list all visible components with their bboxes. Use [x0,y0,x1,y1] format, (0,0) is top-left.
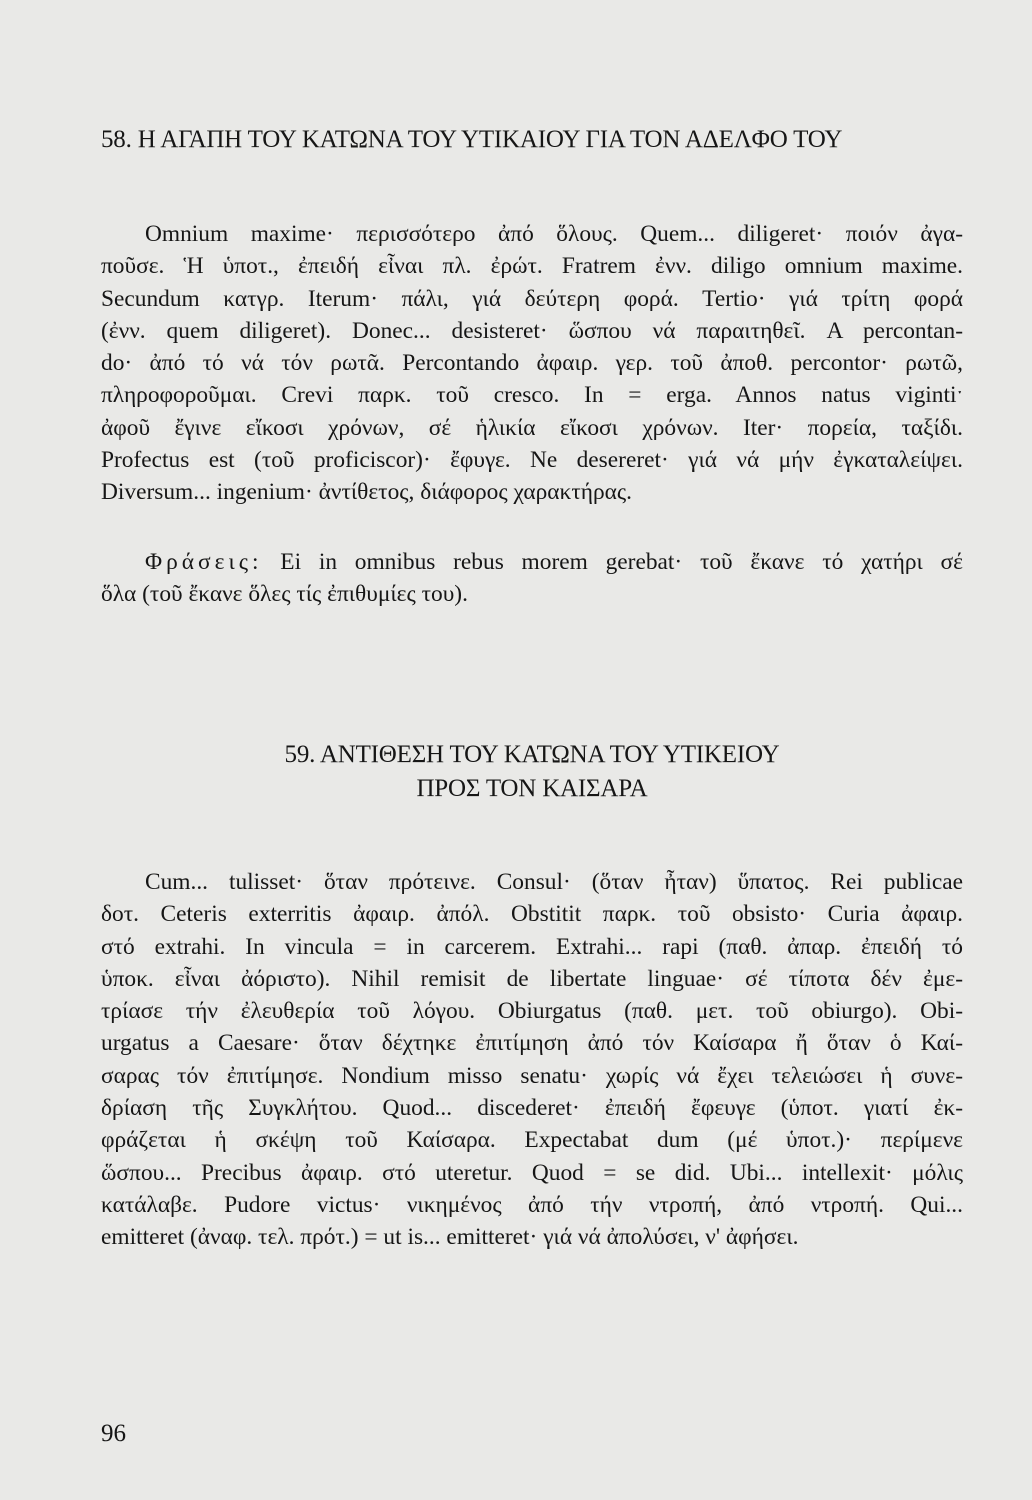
text-line: urgatus a Caesare· ὅταν δέχτηκε ἐπιτίμηση ἀπό τόν Καίσαρα ἤ ὅταν ὁ Καί- [101,1030,963,1057]
text-line: ὥσπου... Precibus ἀφαιρ. στό uteretur. Quod = se did. Ubi... intellexit· μόλις [101,1159,963,1186]
text-line: Diversum... ingenium· ἀντίθετος, διάφορος χαρακτήρας. [101,479,632,506]
text-line: ὑποκ. εἶναι ἀόριστο). Nihil remisit de libertate linguae· σέ τίποτα δέν ἐμε- [101,965,963,992]
text-line: (ἐνν. quem diligeret). Donec... desisteret· ὥσπου νά παραιτηθεῖ. A percontan- [101,317,963,344]
text-line: φράζεται ἡ σκέψη τοῦ Καίσαρα. Expectabat dum (μέ ὑποτ.)· περίμενε [101,1127,963,1154]
text-line: δρίαση τῆς Συγκλήτου. Quod... discederet· ἐπειδή ἔφευγε (ὑποτ. γιατί ἐκ- [101,1095,963,1122]
text-line: ποῦσε. Ἡ ὑποτ., ἐπειδή εἶναι πλ. ἐρώτ. Fratrem ἐνν. diligo omnium maxime. [101,253,963,280]
text-line: δοτ. Ceteris exterritis ἀφαιρ. ἀπόλ. Obstitit παρκ. τοῦ obsisto· Curia ἀφαιρ. [101,901,963,928]
text-line: Omnium maxime· περισσότερο ἀπό ὅλους. Quem... diligeret· ποιόν ἀγα- [145,221,963,247]
text-line: Profectus est (τοῦ proficiscor)· ἔφυγε. Ne desereret· γιά νά μήν ἐγκαταλείψει. [101,447,963,474]
text-line: πληροφοροῦμαι. Crevi παρκ. τοῦ cresco. In = erga. Annos natus vigintiˑ [101,382,963,409]
text-line: do· ἀπό τό νά τόν ρωτᾶ. Percontando ἀφαιρ. γερ. τοῦ ἀποθ. percontor· ρωτῶ, [101,350,963,377]
section-58-phrases [101,546,963,611]
section-59-body [101,866,963,1254]
text-line: Cum... tulisset· ὅταν πρότεινε. Consul· (ὅταν ἦταν) ὕπατος. Rei publicae [145,869,963,895]
section-58-body [101,218,963,509]
text-line: τρίασε τήν ἐλευθερία τοῦ λόγου. Obiurgatus (παθ. μετ. τοῦ obiurgo). Obi- [101,998,963,1025]
text-line: emitteret (ἀναφ. τελ. πρότ.) = ut is... emitteret· γιά νά ἀπολύσει, ν' ἀφήσει. [101,1224,799,1251]
section-59-title-line-2: ΠΡΟΣ ΤΟΝ ΚΑΙΣΑΡΑ [416,775,648,802]
phrases-label: Φράσεις: [145,549,263,575]
section-59-title-line-1: 59. ΑΝΤΙΘΕΣΗ ΤΟΥ ΚΑΤΩΝΑ ΤΟΥ ΥΤΙΚΕΙΟΥ [284,741,780,768]
text-line: κατάλαβε. Pudore victus· νικημένος ἀπό τήν ντροπή, ἀπό ντροπή. Qui... [101,1191,963,1218]
text-line: στό extrahi. In vincula = in carcerem. Extrahi... rapi (παθ. ἀπαρ. ἐπειδή τό [101,933,963,960]
phrases-text: Ei in omnibus rebus morem gerebat· τοῦ ἔκανε τό χατήρι σέ [280,549,963,575]
section-58-title: 58. Η ΑΓΑΠΗ ΤΟΥ ΚΑΤΩΝΑ ΤΟΥ ΥΤΙΚΑΙΟΥ ΓΙΑ ΤΟΝ ΑΔΕΛΦΟ ΤΟΥ [101,126,843,153]
text-line: Secundum κατγρ. Iterum· πάλι, γιά δεύτερη φορά. Tertio· γιά τρίτη φορά [101,285,963,312]
text-line: σαρας τόν ἐπιτίμησε. Nondium misso senatu· χωρίς νά ἔχει τελειώσει ἡ συνε- [101,1062,963,1089]
phrases-line [101,546,963,578]
text-line: ὅλα (τοῦ ἔκανε ὅλες τίς ἐπιθυμίες του). [101,581,468,608]
page-number: 96 [101,1420,126,1447]
text-line: ἀφοῦ ἔγινε εἴκοσι χρόνων, σέ ἡλικία εἴκοσι χρόνων. Iter· πορεία, ταξίδι. [101,414,963,441]
